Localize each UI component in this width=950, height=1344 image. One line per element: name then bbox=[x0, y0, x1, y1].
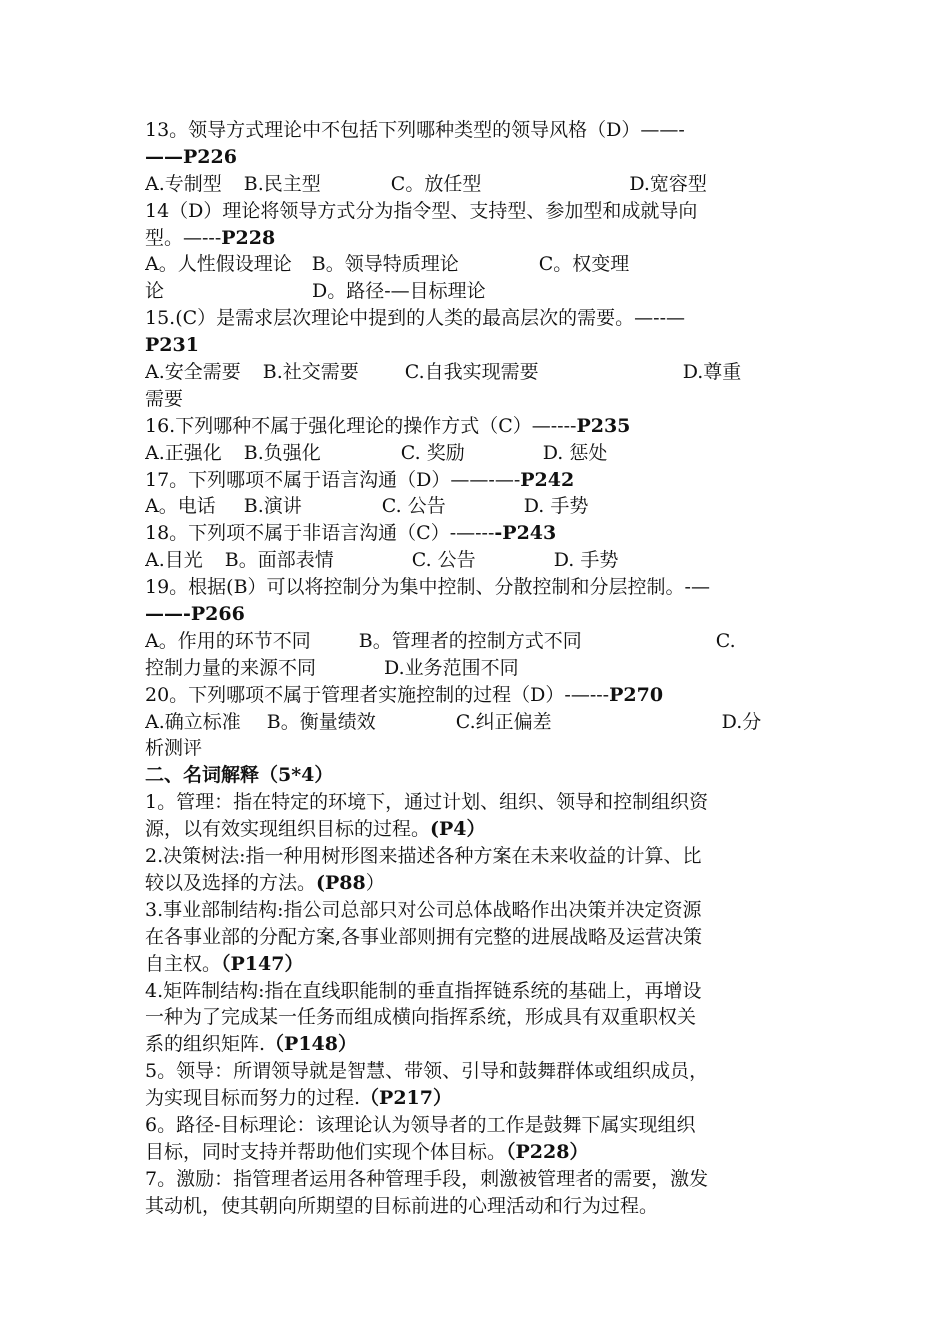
q18-stem: 18。下列项不属于非语言沟通（C）-—--- bbox=[145, 522, 495, 545]
term5-line2 bbox=[145, 1085, 810, 1112]
term2-text: 2.决策树法:指一种用树形图来描述各种方案在未来收益的计算、比 bbox=[145, 845, 702, 868]
term1-text: 1。管理：指在特定的环境下，通过计划、组织、领导和控制组织资 bbox=[145, 791, 709, 814]
option-c: C。权变理 bbox=[538, 253, 630, 276]
q14-options-1 bbox=[145, 251, 810, 278]
q19-stem: 19。根据(B）可以将控制分为集中控制、分散控制和分层控制。-— bbox=[145, 576, 710, 599]
term3-line3 bbox=[145, 951, 810, 978]
option-c: C.纠正偏差 bbox=[455, 710, 552, 733]
term5-text-cont: 为实现目标而努力的过程. bbox=[145, 1087, 361, 1110]
option-c: C. 公告 bbox=[411, 549, 476, 572]
q16-page-ref: P235 bbox=[576, 414, 631, 437]
term1-line2 bbox=[145, 816, 810, 843]
q13-page-ref: ——P226 bbox=[145, 145, 237, 168]
q20-options-2 bbox=[145, 735, 810, 762]
q14-page-ref: P228 bbox=[221, 226, 276, 249]
term3-line1 bbox=[145, 897, 810, 924]
term2-line2 bbox=[145, 870, 810, 897]
option-c: C.自我实现需要 bbox=[404, 361, 539, 384]
term1-line1 bbox=[145, 789, 810, 816]
option-a: A.目光 bbox=[145, 549, 203, 572]
q14-line2 bbox=[145, 225, 810, 252]
q19-line1 bbox=[145, 574, 810, 601]
q17-page-ref: P242 bbox=[520, 468, 575, 491]
term5-page-ref: （P217） bbox=[360, 1087, 452, 1110]
term2-close-paren: ） bbox=[365, 871, 385, 894]
option-b: B。衡量绩效 bbox=[266, 710, 376, 733]
term4-line2 bbox=[145, 1004, 810, 1031]
term1-page-ref: (P4） bbox=[430, 818, 486, 841]
term1-text-cont: 源，以有效实现组织目标的过程。 bbox=[145, 818, 431, 841]
q20-stem: 20。下列哪项不属于管理者实施控制的过程（D）-—--- bbox=[145, 683, 610, 706]
q20-page-ref: P270 bbox=[609, 683, 664, 706]
term7-text-cont: 其动机，使其朝向所期望的目标前进的心理活动和行为过程。 bbox=[145, 1194, 659, 1217]
term3-page-ref: （P147） bbox=[221, 952, 304, 975]
q20-options-1 bbox=[145, 709, 810, 736]
q20-line1 bbox=[145, 682, 810, 709]
term4-text-cont: 一种为了完成某一任务而组成横向指挥系统，形成具有双重职权关 bbox=[145, 1006, 697, 1029]
option-d: D.尊重 bbox=[682, 361, 742, 384]
q18-page-ref: -P243 bbox=[494, 522, 557, 545]
q16-options bbox=[145, 440, 810, 467]
q15-line1 bbox=[145, 305, 810, 332]
term7-line1 bbox=[145, 1166, 810, 1193]
option-c: C. bbox=[715, 629, 736, 652]
option-d: D.宽容型 bbox=[629, 172, 707, 195]
q16-stem: 16.下列哪种不属于强化理论的操作方式（C）—---- bbox=[145, 414, 577, 437]
term3-line2 bbox=[145, 924, 810, 951]
option-a: A。电话 bbox=[145, 495, 216, 518]
q17-options bbox=[145, 493, 810, 520]
q15-options-2 bbox=[145, 386, 810, 413]
q13-stem: 13。领导方式理论中不包括下列哪种类型的领导风格（D）——- bbox=[145, 119, 685, 141]
term7-text: 7。激励：指管理者运用各种管理手段，刺激被管理者的需要，激发 bbox=[145, 1167, 709, 1190]
q18-options bbox=[145, 547, 810, 574]
option-d-cont: 析测评 bbox=[145, 737, 203, 760]
term3-text-end: 自主权。 bbox=[145, 952, 222, 975]
option-c: C. 奖励 bbox=[400, 441, 465, 464]
term3-text: 3.事业部制结构:指公司总部只对公司总体战略作出决策并决定资源 bbox=[145, 898, 702, 921]
q17-line1 bbox=[145, 467, 810, 494]
option-d: D.分 bbox=[721, 710, 762, 733]
term7-line2 bbox=[145, 1193, 810, 1220]
option-b: B.社交需要 bbox=[262, 361, 359, 384]
term3-text-cont: 在各事业部的分配方案,各事业部则拥有完整的进展战略及运营决策 bbox=[145, 925, 703, 948]
q19-page-ref: ——-P266 bbox=[145, 603, 245, 626]
option-d: D. 手势 bbox=[553, 549, 619, 572]
option-b: B。管理者的控制方式不同 bbox=[358, 629, 582, 652]
option-c-cont: 论 bbox=[145, 280, 165, 303]
option-d-cont: 需要 bbox=[145, 387, 184, 410]
term4-line1 bbox=[145, 978, 810, 1005]
option-b: B.负强化 bbox=[243, 441, 321, 464]
term2-text-cont: 较以及选择的方法。 bbox=[145, 871, 317, 894]
option-b: B.演讲 bbox=[243, 495, 302, 518]
q13-line1 bbox=[145, 117, 810, 144]
q15-line2 bbox=[145, 332, 810, 359]
q14-stem: 14（D）理论将领导方式分为指令型、支持型、参加型和成就导向 bbox=[145, 199, 698, 222]
q13-line2 bbox=[145, 144, 810, 171]
term2-line1 bbox=[145, 843, 810, 870]
option-c: C。放任型 bbox=[390, 172, 482, 195]
term5-text: 5。领导：所谓领导就是智慧、带领、引导和鼓舞群体或组织成员， bbox=[145, 1060, 709, 1083]
term5-line1 bbox=[145, 1058, 810, 1085]
option-a: A。作用的环节不同 bbox=[145, 629, 311, 652]
q14-line1 bbox=[145, 198, 810, 225]
term6-text-cont: 目标，同时支持并帮助他们实现个体目标。 bbox=[145, 1140, 507, 1163]
term6-line1 bbox=[145, 1112, 810, 1139]
term4-text: 4.矩阵制结构:指在直线职能制的垂直指挥链系统的基础上，再增设 bbox=[145, 979, 702, 1002]
term4-page-ref: （P148） bbox=[265, 1033, 357, 1056]
q19-options-2 bbox=[145, 655, 810, 682]
option-a: A。人性假设理论 bbox=[145, 253, 292, 276]
section-title: 二、名词解释（5*4） bbox=[145, 764, 334, 787]
option-a: A.正强化 bbox=[145, 441, 222, 464]
option-d: D. 惩处 bbox=[542, 441, 608, 464]
term2-page-ref: (P88 bbox=[316, 871, 366, 894]
option-c: C. 公告 bbox=[381, 495, 446, 518]
option-c-cont: 控制力量的来源不同 bbox=[145, 656, 317, 679]
q17-stem: 17。下列哪项不属于语言沟通（D）——-—- bbox=[145, 468, 521, 491]
q14-options-2 bbox=[145, 278, 810, 305]
document-page bbox=[145, 117, 810, 1220]
option-a: A.专制型 bbox=[145, 172, 222, 195]
option-b: B。领导特质理论 bbox=[311, 253, 459, 276]
q15-stem: 15.(C）是需求层次理论中提到的人类的最高层次的需要。—--— bbox=[145, 307, 686, 330]
q18-line1 bbox=[145, 520, 810, 547]
option-b: B.民主型 bbox=[243, 172, 321, 195]
q15-options-1 bbox=[145, 359, 810, 386]
option-a: A.安全需要 bbox=[145, 361, 241, 384]
option-d: D. 手势 bbox=[523, 495, 589, 518]
option-b: B。面部表情 bbox=[224, 549, 334, 572]
term4-line3 bbox=[145, 1031, 810, 1058]
section-heading bbox=[145, 762, 810, 789]
option-d: D.业务范围不同 bbox=[384, 656, 519, 679]
option-a: A.确立标准 bbox=[145, 710, 241, 733]
q13-options bbox=[145, 171, 810, 198]
term6-page-ref: （P228） bbox=[506, 1140, 589, 1163]
term4-text-end: 系的组织矩阵. bbox=[145, 1033, 266, 1056]
q19-options-1 bbox=[145, 628, 810, 655]
term6-line2 bbox=[145, 1139, 810, 1166]
q19-line2 bbox=[145, 601, 810, 628]
q15-page-ref: P231 bbox=[145, 334, 199, 357]
term6-text: 6。路径-目标理论：该理论认为领导者的工作是鼓舞下属实现组织 bbox=[145, 1113, 696, 1136]
option-d: D。路径-—目标理论 bbox=[312, 280, 486, 303]
q16-line1 bbox=[145, 413, 810, 440]
q14-stem-cont: 型。—--- bbox=[145, 226, 222, 249]
